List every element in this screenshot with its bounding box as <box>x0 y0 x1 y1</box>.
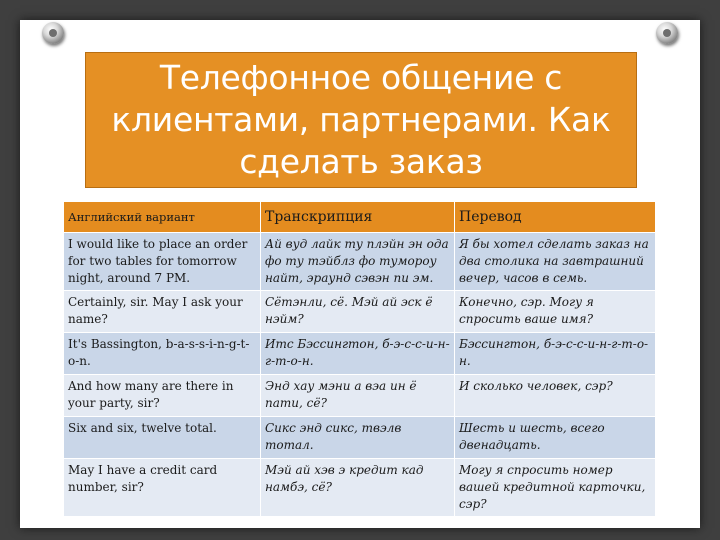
table-row <box>64 417 656 459</box>
transcription-cell: Сётэнли, сё. Мэй ай эск ё нэйм? <box>261 291 455 333</box>
transcription-cell: Ай вуд лайк ту плэйн эн ода фо ту тэйблз фо тумороу найт, эраунд сэвэн пи эм. <box>261 233 455 291</box>
translation-cell: Могу я спросить номер вашей кредитной карточки, сэр? <box>455 459 656 517</box>
header-english: Английский вариант <box>64 202 261 233</box>
header-translation: Перевод <box>455 202 656 233</box>
table-row <box>64 291 656 333</box>
translation-cell: И сколько человек, сэр? <box>455 375 656 417</box>
transcription-cell: Сикс энд сикс, твэлв тотал. <box>261 417 455 459</box>
english-cell: May I have a credit card number, sir? <box>64 459 261 517</box>
english-cell: It's Bassington, b-a-s-s-i-n-g-t-o-n. <box>64 333 261 375</box>
table-header-row <box>64 202 656 233</box>
transcription-cell: Итс Бэссингтон, б-э-с-с-и-н-г-т-о-н. <box>261 333 455 375</box>
translation-cell: Шесть и шесть, всего двенадцать. <box>455 417 656 459</box>
translation-cell: Бэссингтон, б-э-с-с-и-н-г-т-о-н. <box>455 333 656 375</box>
table-row <box>64 233 656 291</box>
title-box <box>85 52 637 188</box>
english-cell: Certainly, sir. May I ask your name? <box>64 291 261 333</box>
translation-cell: Конечно, сэр. Могу я спросить ваше имя? <box>455 291 656 333</box>
table-row <box>64 375 656 417</box>
pushpin-icon <box>656 22 678 44</box>
table-row <box>64 459 656 517</box>
translation-cell: Я бы хотел сделать заказ на два столика на завтрашний вечер, часов в семь. <box>455 233 656 291</box>
english-cell: Six and six, twelve total. <box>64 417 261 459</box>
slide-title: Телефонное общение с клиентами, партнерами. Как сделать заказ <box>111 58 611 181</box>
phrase-table <box>63 201 656 517</box>
transcription-cell: Энд хау мэни а вэа ин ё пати, сё? <box>261 375 455 417</box>
pushpin-icon <box>42 22 64 44</box>
transcription-cell: Мэй ай хэв э кредит кад намбэ, сё? <box>261 459 455 517</box>
english-cell: And how many are there in your party, sir? <box>64 375 261 417</box>
table-row <box>64 333 656 375</box>
header-transcription: Транскрипция <box>261 202 455 233</box>
english-cell: I would like to place an order for two tables for tomorrow night, around 7 PM. <box>64 233 261 291</box>
